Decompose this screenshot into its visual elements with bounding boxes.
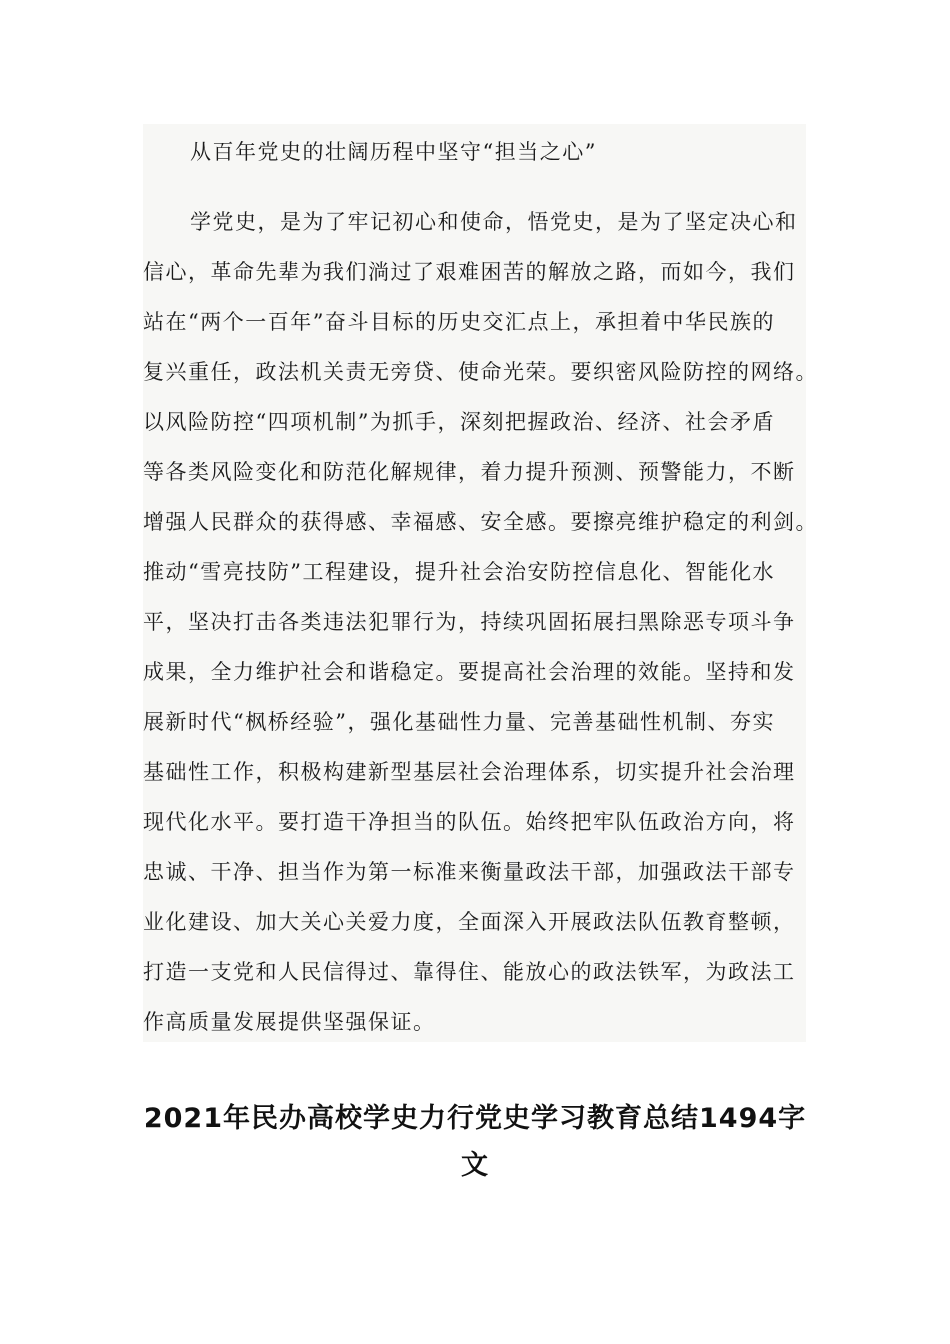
paragraph-line: 等各类风险变化和防范化解规律，着力提升预测、预警能力，不断	[143, 460, 796, 484]
paragraph-line: 忠诚、干净、担当作为第一标准来衡量政法干部，加强政法干部专	[143, 860, 796, 884]
paragraph-line: 业化建设、加大关心关爱力度，全面深入开展政法队伍教育整顿，	[143, 910, 796, 934]
paragraph-line: 信心，革命先辈为我们淌过了艰难困苦的解放之路，而如今，我们	[143, 260, 796, 284]
paragraph-line: 现代化水平。要打造干净担当的队伍。始终把牢队伍政治方向，将	[143, 810, 796, 834]
paragraph-line: 增强人民群众的获得感、幸福感、安全感。要擦亮维护稳定的利剑。	[143, 510, 818, 534]
paragraph-line: 平，坚决打击各类违法犯罪行为，持续巩固拓展扫黑除恶专项斗争	[143, 610, 796, 634]
paragraph-line: 推动“雪亮技防”工程建设，提升社会治安防控信息化、智能化水	[143, 560, 775, 584]
paragraph-line: 以风险防控“四项机制”为抓手，深刻把握政治、经济、社会矛盾	[143, 410, 775, 434]
document-title: 2021年民办高校学史力行党史学习教育总结1494字	[143, 1103, 807, 1134]
paragraph-line: 复兴重任，政法机关责无旁贷、使命光荣。要织密风险防控的网络。	[143, 360, 818, 384]
document-title-continued: 文	[461, 1150, 489, 1181]
paragraph-line: 基础性工作，积极构建新型基层社会治理体系，切实提升社会治理	[143, 760, 796, 784]
paragraph-line: 成果，全力维护社会和谐稳定。要提高社会治理的效能。坚持和发	[143, 660, 796, 684]
paragraph-line: 站在“两个一百年”奋斗目标的历史交汇点上，承担着中华民族的	[143, 310, 775, 334]
paragraph-line: 打造一支党和人民信得过、靠得住、能放心的政法铁军，为政法工	[143, 960, 796, 984]
section-heading: 从百年党史的壮阔历程中坚守“担当之心”	[190, 140, 597, 164]
paragraph-line: 作高质量发展提供坚强保证。	[143, 1010, 436, 1034]
paragraph-line: 展新时代“枫桥经验”，强化基础性力量、完善基础性机制、夯实	[143, 710, 775, 734]
paragraph-line: 学党史，是为了牢记初心和使命，悟党史，是为了坚定决心和	[190, 210, 798, 234]
